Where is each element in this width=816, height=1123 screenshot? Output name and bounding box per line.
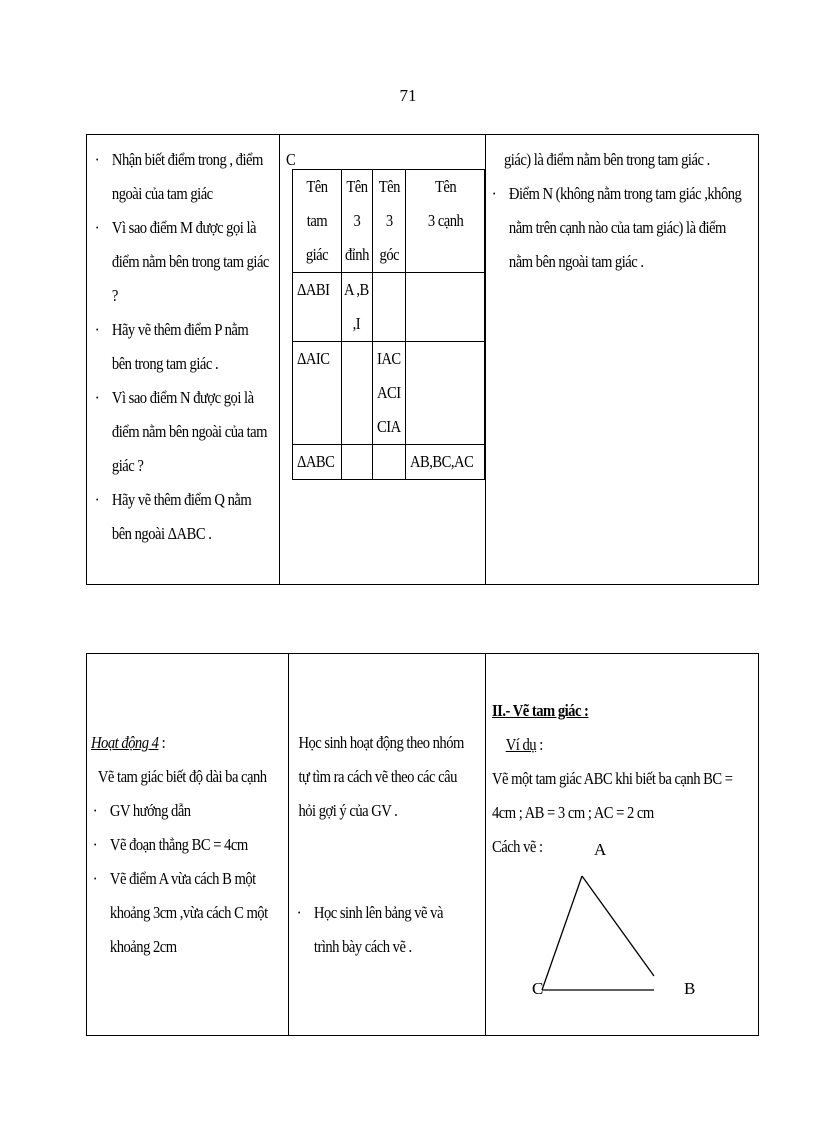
- text-line: bên trong tam giác .: [111, 354, 219, 373]
- text-line: khoảng 3cm ,vừa cách C một: [109, 903, 268, 922]
- header-line: Tên: [378, 177, 400, 196]
- page-number: 71: [399, 86, 417, 105]
- section-title: II.- Vẽ tam giác :: [492, 701, 589, 720]
- cell-line: ACI: [376, 383, 401, 402]
- cell-line: ,I: [352, 314, 361, 333]
- lesson-table-bottom: [86, 653, 759, 1036]
- vertex-a-label: A: [594, 840, 607, 859]
- content-line: nằm trên cạnh nào của tam giác) là điểm: [508, 218, 726, 237]
- question-item: [93, 143, 263, 211]
- content-line: giác) là điểm nằm bên trong tam giác .: [504, 150, 710, 169]
- question-item: [93, 483, 253, 551]
- content-column: [486, 135, 760, 584]
- bullet-mark: ·: [94, 320, 100, 339]
- cell-line: ΔAIC: [297, 349, 330, 368]
- cell-line: ΔABI: [297, 280, 330, 299]
- table-cell: [406, 342, 485, 445]
- text-line: Vẽ đoạn thẳng BC = 4cm: [109, 835, 248, 854]
- text-line: giác ?: [111, 456, 144, 475]
- table-cell: [341, 273, 372, 342]
- table-cell: [372, 342, 406, 445]
- text-line: Vẽ điểm A vừa cách B một: [109, 869, 256, 888]
- lesson-table-top: [86, 134, 759, 585]
- activity-steps: [91, 794, 268, 964]
- instruction-line: hỏi gợi ý của GV .: [298, 801, 398, 820]
- text-line: khoảng 2cm: [109, 937, 177, 956]
- bullet-mark: ·: [92, 801, 98, 820]
- triangle-table: [292, 169, 485, 480]
- cell-line: A ,B: [344, 280, 370, 299]
- table-cell: [293, 273, 342, 342]
- text-line: điểm nằm bên ngoài của tam: [111, 422, 267, 441]
- table-cell: [341, 342, 372, 445]
- text-line: bên ngoài ΔABC .: [111, 524, 212, 543]
- table-cell: [293, 342, 342, 445]
- cell-line: IAC: [376, 349, 401, 368]
- content-bullet: · Điểm N (không nằm trong tam giác ,không nằm trên cạnh nào của tam giác) là điểm nằm bên ngoài tam giác .: [490, 177, 722, 279]
- table-cell: [293, 445, 342, 480]
- instruction-line: Học sinh hoạt động theo nhóm: [298, 733, 464, 752]
- activity-step: [91, 794, 260, 828]
- content-bullet-list: [490, 177, 742, 279]
- header-line: tam: [306, 211, 327, 230]
- bullet-mark: ·: [94, 490, 100, 509]
- header-line: Tên: [306, 177, 328, 196]
- vertex-c-label: C: [532, 979, 544, 998]
- table-row: [293, 445, 485, 480]
- teacher-activity-column: [87, 654, 288, 1035]
- table-header-cell: [341, 170, 372, 273]
- text-line: Hãy vẽ thêm điểm Q nằm: [111, 490, 252, 509]
- table-cell: [372, 273, 406, 342]
- table-cell: [341, 445, 372, 480]
- activity-step: [91, 828, 260, 862]
- activity-heading: Hoạt động 4 :: [91, 733, 166, 752]
- table-row: [293, 273, 485, 342]
- content-text: [504, 143, 724, 177]
- header-line: Tên: [434, 177, 456, 196]
- text-line: ngoài của tam giác: [111, 184, 213, 203]
- text-line: điểm nằm bên trong tam giác: [111, 252, 269, 271]
- cell-line: CIA: [376, 417, 401, 436]
- bullet-mark: ·: [94, 388, 100, 407]
- table-header-cell: [406, 170, 485, 273]
- how-to-draw-label: Cách vẽ :: [492, 837, 543, 856]
- content-line: Điểm N (không nằm trong tam giác ,không: [508, 184, 742, 203]
- header-line: giác: [305, 245, 328, 264]
- vertex-b-label: B: [684, 979, 696, 998]
- text-line: Vì sao điểm N được gọi là: [111, 388, 254, 407]
- example-line: Vẽ một tam giác ABC khi biết ba cạnh BC =: [492, 769, 733, 788]
- example-text: [492, 762, 733, 830]
- student-activity-column: [289, 654, 485, 1035]
- point-c-label: C: [286, 150, 296, 169]
- header-line: góc: [379, 245, 399, 264]
- content-column: [486, 654, 760, 1035]
- header-line: 3: [353, 211, 361, 230]
- student-step: · Học sinh lên bảng vẽ và trình bày cách vẽ .: [295, 896, 458, 964]
- activity-intro: Vẽ tam giác biết độ dài ba cạnh: [97, 767, 267, 786]
- question-item: [93, 313, 253, 381]
- activity-step: [91, 862, 268, 964]
- table-cell: [406, 445, 485, 480]
- header-line: 3 cạnh: [427, 211, 463, 230]
- text-line: Nhận biết điểm trong , điểm: [111, 150, 263, 169]
- table-header-cell: [293, 170, 342, 273]
- example-label: Ví dụ :: [505, 735, 543, 754]
- table-cell: [372, 445, 406, 480]
- side-ac: [542, 876, 582, 990]
- text-line: ?: [111, 286, 118, 305]
- bullet-mark: ·: [92, 835, 98, 854]
- cell-line: ΔABC: [297, 452, 335, 471]
- instruction-line: Học sinh lên bảng vẽ và: [313, 903, 443, 922]
- teacher-activity-column: [87, 135, 279, 584]
- question-item: [93, 211, 269, 313]
- example-line: 4cm ; AB = 3 cm ; AC = 2 cm: [492, 803, 654, 822]
- question-item: [93, 381, 267, 483]
- question-list: [93, 143, 269, 551]
- table-cell: [406, 273, 485, 342]
- triangle-figure: [486, 830, 760, 1000]
- text-line: Hãy vẽ thêm điểm P nằm: [111, 320, 249, 339]
- header-line: đỉnh: [344, 245, 369, 264]
- table-header-cell: [372, 170, 406, 273]
- cell-line: AB,BC,AC: [410, 452, 474, 471]
- student-activity-column: [280, 135, 485, 584]
- header-line: 3: [385, 211, 393, 230]
- table-row: [293, 342, 485, 445]
- instruction-line: trình bày cách vẽ .: [313, 937, 412, 956]
- student-instruction: [295, 726, 464, 828]
- bullet-mark: ·: [94, 150, 100, 169]
- bullet-mark: ·: [94, 218, 100, 237]
- text-line: GV hướng dẫn: [109, 801, 191, 820]
- side-ab: [582, 876, 654, 976]
- student-steps: [295, 896, 458, 964]
- content-line: nằm bên ngoài tam giác .: [508, 252, 644, 271]
- header-line: Tên: [346, 177, 368, 196]
- instruction-line: tự tìm ra cách vẽ theo các câu: [298, 767, 457, 786]
- bullet-mark: ·: [92, 869, 98, 888]
- text-line: Vì sao điểm M được gọi là: [111, 218, 256, 237]
